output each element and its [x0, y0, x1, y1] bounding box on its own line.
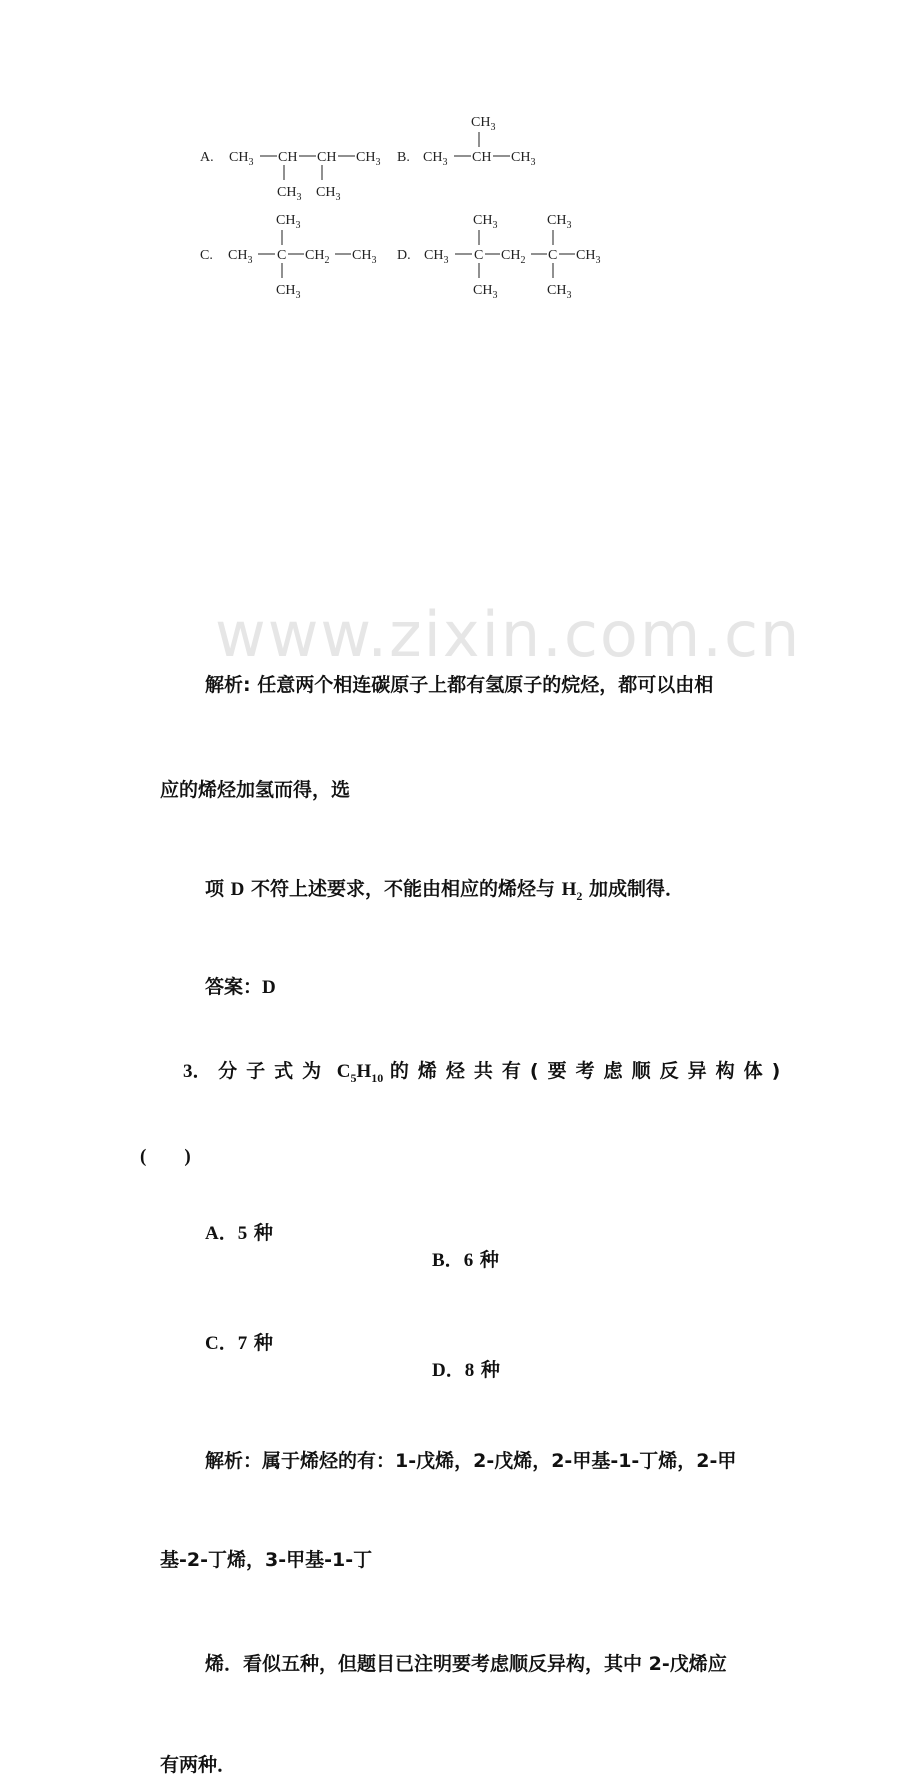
q2-analysis-line1: 解析: 任意两个相连碳原子上都有氢原子的烷烃，都可以由相 — [205, 674, 714, 696]
structure-a-label: A. — [200, 150, 214, 165]
structure-c — [200, 213, 376, 301]
svg-text:CH3: $CH_3$ — [547, 283, 572, 301]
svg-text:CH3: $CH_3$ — [511, 150, 536, 168]
svg-text:CH2: $CH_2$ — [305, 248, 330, 266]
svg-text:CH3: $CH_3$ — [276, 283, 301, 301]
svg-text:CH3: $CH_3$ — [547, 213, 572, 231]
svg-text:CH: CH — [317, 150, 337, 165]
svg-text:CH: CH — [278, 150, 298, 165]
svg-text:CH3: $CH_3$ — [352, 248, 377, 266]
q3-analysis-line4: 有两种． — [160, 1753, 237, 1776]
svg-text:CH3: $CH_3$ — [423, 150, 448, 168]
q3-analysis-line1: 解析：属于烯烃的有：1-戊烯，2-戊烯，2-甲基-1-丁烯，2-甲 — [205, 1449, 737, 1472]
structure-c-label: C. — [200, 248, 213, 263]
q3-analysis-line3: 烯．看似五种，但题目已注明要考虑顺反异构，其中 2-戊烯应 — [205, 1652, 727, 1675]
svg-text:C: C — [548, 248, 558, 263]
a-ch3-left: CH — [229, 150, 249, 165]
svg-text:CH3: $CH_3$ — [277, 185, 302, 203]
svg-text:CH3: $CH_3$ — [276, 213, 301, 231]
svg-text:CH3: $CH_3$ — [424, 248, 449, 266]
svg-text:CH3: $CH_3$ — [229, 150, 254, 168]
structure-d-label: D. — [397, 248, 411, 263]
svg-text:CH3: $CH_3$ — [576, 248, 601, 266]
q3-option-b[interactable]: B．6 种 — [432, 1248, 499, 1271]
structure-b-label: B. — [397, 150, 410, 165]
q3-option-a[interactable]: A．5 种 — [205, 1221, 273, 1244]
q3-answer-bracket: ( ) — [140, 1145, 191, 1167]
q3-analysis-line2: 基-2-丁烯，3-甲基-1-丁 — [160, 1548, 373, 1571]
q3-stem: 3． 分子式为 $C_5H_{10}$ 的烯烃共有(要考虑顺反异构体) — [183, 1059, 790, 1085]
q2-analysis-line2: 应的烯烃加氢而得，选 — [160, 779, 351, 801]
q2-analysis-line3: 项 D 不符上述要求，不能由相应的烯烃与 $H_2$ 加成制得． — [205, 878, 685, 903]
svg-text:CH3: $CH_3$ — [471, 115, 496, 133]
structure-b — [397, 115, 535, 168]
svg-text:CH3: $CH_3$ — [356, 150, 381, 168]
svg-text:CH: CH — [472, 150, 492, 165]
structure-d — [397, 213, 600, 301]
watermark: www.zixin.com.cn — [215, 598, 802, 671]
svg-text:C: C — [277, 248, 287, 263]
q2-answer: 答案：D — [205, 975, 276, 998]
svg-text:CH3: $CH_3$ — [316, 185, 341, 203]
structure-a — [200, 150, 380, 203]
svg-text:CH3: $CH_3$ — [473, 283, 498, 301]
svg-text:C: C — [474, 248, 484, 263]
svg-text:CH3: $CH_3$ — [228, 248, 253, 266]
structure-diagrams — [0, 0, 920, 320]
q3-option-c[interactable]: C．7 种 — [205, 1331, 273, 1354]
q3-number: 3． — [183, 1060, 212, 1082]
svg-text:CH2: $CH_2$ — [501, 248, 526, 266]
q3-option-d[interactable]: D．8 种 — [432, 1358, 500, 1381]
svg-text:CH3: $CH_3$ — [473, 213, 498, 231]
